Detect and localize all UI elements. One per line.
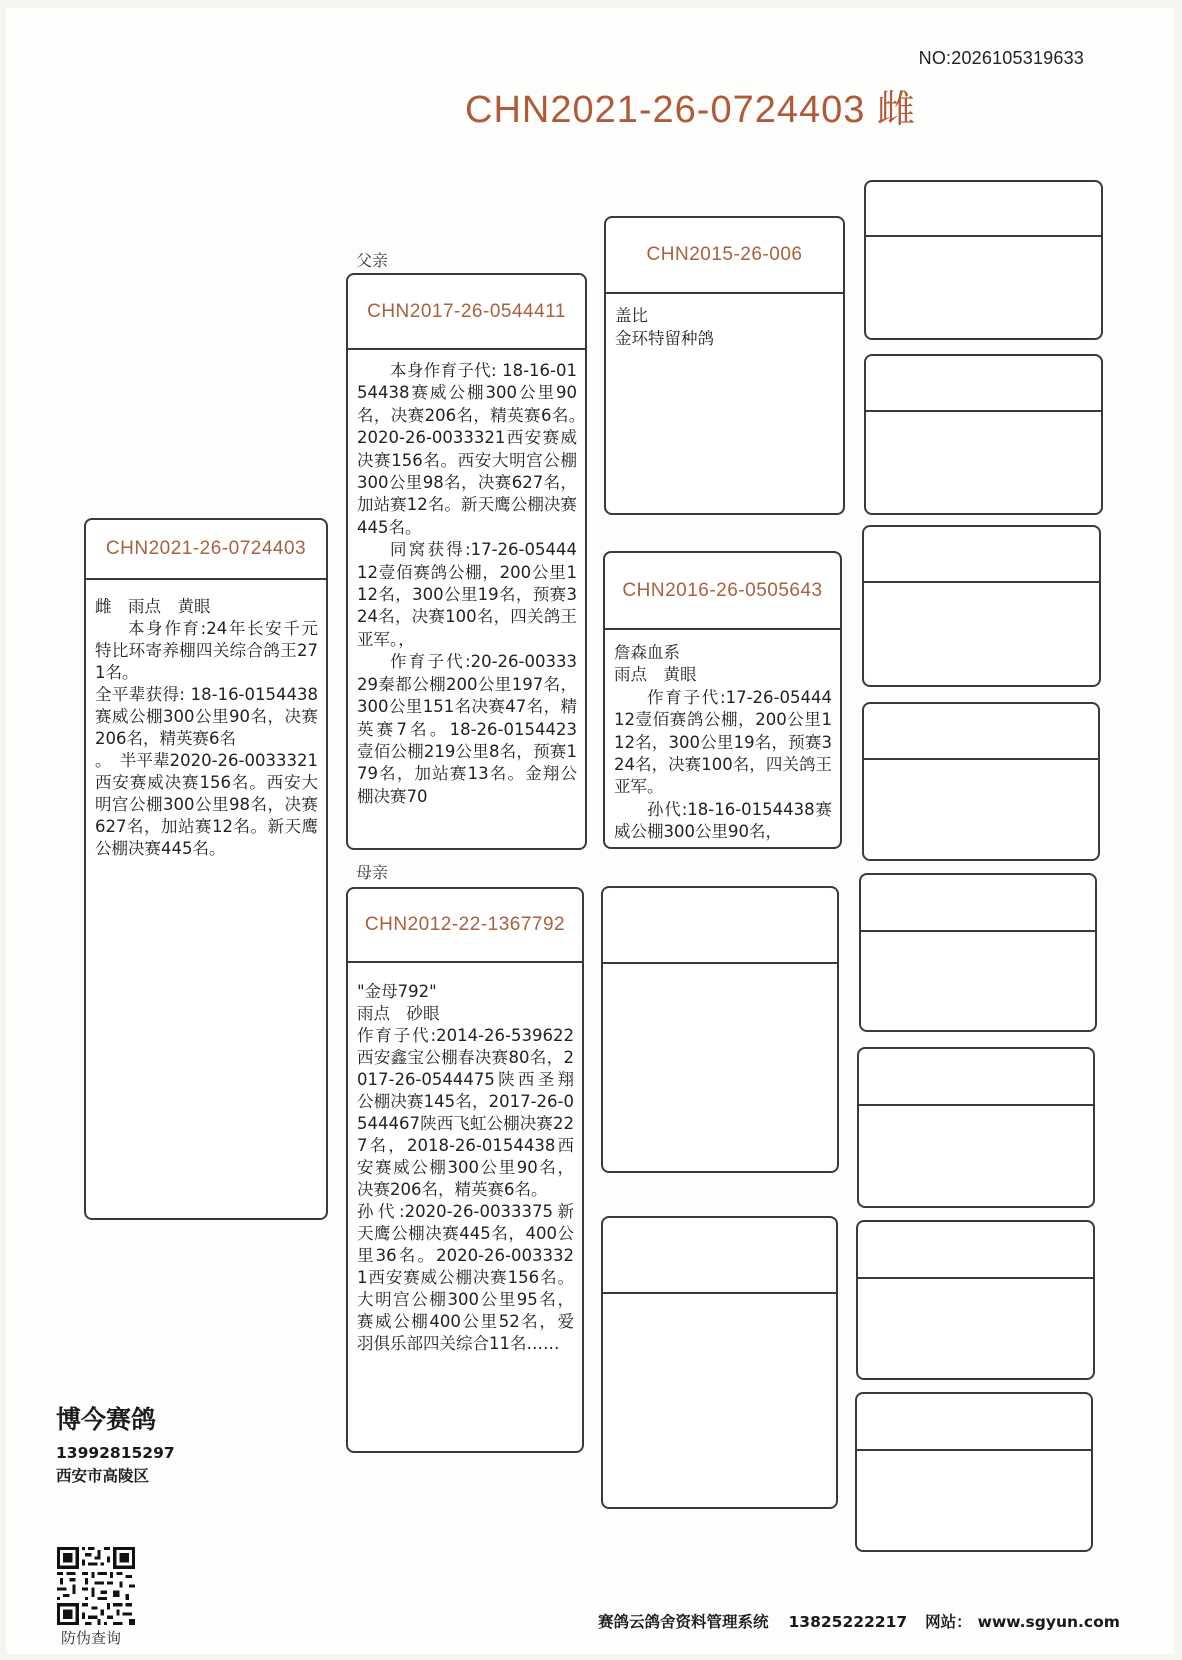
paternal-grandmother-offspring: 作育子代:17-26-0544412壹佰赛鸽公棚，200公里112名，300公里19名，预赛324名，决赛100名，四关鸽王亚军。	[614, 687, 832, 797]
paternal-grandmother-grand-offspring: 孙代:18-16-0154438赛威公棚300公里90名，	[614, 799, 832, 842]
paternal-grandfather-card	[604, 216, 845, 515]
father-ring: CHN2017-26-0544411	[348, 275, 585, 350]
certificate-number: NO:2026105319633	[918, 48, 1084, 68]
subject-ring: CHN2021-26-0724403	[86, 520, 326, 580]
father-more-offspring: 作育子代:20-26-0033329秦都公棚200公里197名，300公里151名决赛47名，精英赛7名。18-26-0154423壹佰公棚219公里8名，预赛179名，加站赛13名。金翔公棚决赛70	[357, 652, 577, 806]
subject-half-siblings: 。 半平辈2020-26-0033321西安赛威决赛156名。西安大明宫公棚300公里98名，决赛627名，加站赛12名。新天鹰公棚决赛445名。	[95, 751, 318, 858]
great-grandparent-card-8	[855, 1392, 1093, 1552]
mother-nickname: "金母792"	[357, 982, 437, 1001]
footer-website-label: 网站：	[925, 1613, 972, 1631]
subject-traits: 雌 雨点 黄眼	[95, 597, 211, 616]
great-grandparent-card-1	[864, 180, 1103, 340]
mother-ring: CHN2012-22-1367792	[348, 889, 582, 963]
paternal-grandmother-card	[603, 551, 842, 849]
footer-system: 赛鸽云鸽舍资料管理系统	[598, 1613, 769, 1631]
mother-label: 母亲	[356, 863, 389, 882]
great-grandparent-card-5	[859, 873, 1097, 1032]
mother-traits: 雨点 砂眼	[357, 1004, 440, 1023]
father-label: 父亲	[356, 251, 389, 270]
footer-phone: 13825222217	[788, 1613, 908, 1631]
loft-name: 博今赛鸽	[56, 1405, 157, 1434]
paternal-grandfather-name: 盖比	[615, 306, 648, 325]
father-offspring: 本身作育子代: 18-16-0154438赛威公棚300公里90名，决赛206名，精英赛6名。 2020-26-0033321西安赛威决赛156名。西安大明宫公棚300公里98名，决赛627名，加站赛12名。新天鹰公棚决赛445名。	[357, 361, 594, 537]
paternal-grandmother-strain: 詹森血系	[614, 643, 680, 662]
maternal-grandmother-card	[601, 1216, 838, 1509]
great-grandparent-card-4	[862, 702, 1100, 861]
mother-offspring: 作育子代:2014-26-539622西安鑫宝公棚春决赛80名，2017-26-0544475陕西圣翔公棚决赛145名，2017-26-0544467陕西飞虹公棚决赛227名，2018-26-0154438西安赛威公棚300公里90名，决赛206名，精英赛6名。	[357, 1026, 574, 1199]
father-siblings: 同窝获得:17-26-0544412壹佰赛鸽公棚，200公里112名，300公里19名，预赛324名，决赛100名，四关鸽王亚军。，	[357, 540, 577, 649]
paternal-grandmother-traits: 雨点 黄眼	[614, 665, 697, 685]
great-grandparent-card-6	[857, 1047, 1095, 1208]
subject-full-siblings: 全平辈获得: 18-16-0154438赛威公棚300公里90名，决赛206名，精英赛6名	[95, 685, 318, 748]
father-card	[346, 273, 594, 850]
maternal-grandfather-card	[601, 886, 839, 1173]
paternal-grandfather-note: 金环特留种鸽	[615, 329, 714, 348]
footer-website-link[interactable]: www.sgyun.com	[977, 1613, 1120, 1631]
footer	[598, 1610, 1120, 1632]
subject-card	[84, 518, 328, 1220]
mother-card	[346, 887, 584, 1453]
loft-address: 西安市高陵区	[56, 1467, 150, 1485]
loft-info	[56, 1400, 175, 1488]
qr-label: 防伪查询	[61, 1629, 122, 1647]
loft-phone: 13992815297	[56, 1444, 175, 1462]
great-grandparent-card-2	[864, 354, 1103, 515]
paternal-grandfather-ring: CHN2015-26-006	[606, 218, 843, 294]
paternal-grandmother-ring: CHN2016-26-0505643	[605, 553, 840, 630]
great-grandparent-card-3	[862, 525, 1101, 687]
qr-code-icon[interactable]	[57, 1547, 135, 1625]
page-title: CHN2021-26-0724403 雌	[465, 89, 916, 131]
subject-own-breeding: 本身作育:24年长安千元特比环寄养棚四关综合鸽王271名。	[95, 619, 318, 682]
mother-grand-offspring: 孙代:2020-26-0033375新天鹰公棚决赛445名，400公里36名。2020-26-0033321西安赛威公棚决赛156名。大明宫公棚300公里95名，赛威公棚400公里52名，爱羽俱乐部四关综合11名……	[357, 1202, 574, 1353]
great-grandparent-card-7	[856, 1220, 1095, 1380]
